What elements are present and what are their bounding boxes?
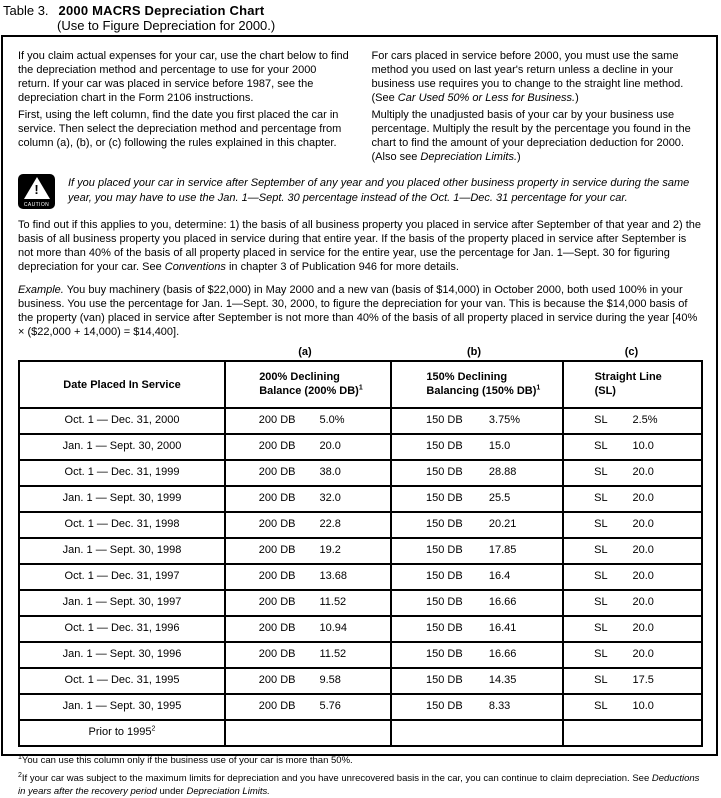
column-letter-c: (c) bbox=[624, 346, 639, 358]
column-a-cell bbox=[224, 591, 390, 615]
paragraph: First, using the left column, find the date you first placed the car in service. Then select the depreciation method and percentage from column (a), (b), or (c) following the rules explained in this chapter. bbox=[18, 109, 342, 149]
percentage-value: 16.66 bbox=[488, 596, 517, 608]
footnote-marker: 1 bbox=[18, 753, 22, 761]
percentage-value: 20.0 bbox=[632, 570, 654, 582]
italic-reference: Conventions bbox=[164, 261, 226, 273]
column-b-cell bbox=[390, 409, 562, 433]
table-row bbox=[20, 693, 701, 719]
column-c-cell bbox=[562, 539, 701, 563]
column-a-cell bbox=[224, 487, 390, 511]
table-row bbox=[20, 615, 701, 641]
header-line: 150% Declining bbox=[426, 371, 508, 383]
column-c-cell bbox=[562, 669, 701, 693]
method-label: SL bbox=[594, 518, 608, 530]
italic-reference: Depreciation Limits. bbox=[186, 786, 270, 797]
percentage-value: 17.5 bbox=[632, 674, 654, 686]
percentage-value: 20.0 bbox=[632, 492, 654, 504]
percentage-value: 32.0 bbox=[319, 492, 341, 504]
macrs-table bbox=[18, 360, 703, 747]
header-200-declining-balance bbox=[224, 362, 390, 407]
header-line: (SL) bbox=[594, 385, 616, 397]
date-cell: Jan. 1 — Sept. 30, 1997 bbox=[62, 596, 182, 608]
method-label: 200 DB bbox=[258, 440, 296, 452]
method-label: SL bbox=[594, 492, 608, 504]
table-row bbox=[20, 407, 701, 433]
column-c-cell bbox=[562, 565, 701, 589]
percentage-value: 11.52 bbox=[319, 596, 347, 608]
table-header-row bbox=[20, 362, 701, 407]
method-label: SL bbox=[594, 544, 608, 556]
method-label: 150 DB bbox=[426, 596, 463, 608]
caution-text: If you placed your car in service after September of any year and you placed other business property in service during the same year, you may have to use the Jan. 1—Sept. 30 percentage instead of the Oct. 1—Dec. 31 percentage for your car. bbox=[68, 177, 690, 204]
exclamation-glyph: ! bbox=[34, 182, 39, 197]
table-row bbox=[20, 563, 701, 589]
column-a-cell bbox=[224, 513, 390, 537]
method-label: 150 DB bbox=[426, 518, 463, 530]
column-a-cell bbox=[224, 695, 390, 719]
footnote-1 bbox=[18, 754, 703, 767]
date-cell: Jan. 1 — Sept. 30, 2000 bbox=[62, 440, 182, 452]
paragraph-text: ) bbox=[575, 92, 579, 104]
method-label: 150 DB bbox=[426, 414, 463, 426]
method-label: SL bbox=[594, 466, 608, 478]
date-cell: Jan. 1 — Sept. 30, 1995 bbox=[62, 700, 182, 712]
percentage-value: 17.85 bbox=[488, 544, 517, 556]
method-label: SL bbox=[594, 674, 608, 686]
column-letter-row bbox=[18, 346, 703, 358]
percentage-value: 20.0 bbox=[632, 466, 654, 478]
page-title: 2000 MACRS Depreciation Chart bbox=[58, 3, 265, 18]
column-a-cell bbox=[224, 617, 390, 641]
caution-note bbox=[18, 174, 703, 209]
column-c-cell bbox=[562, 461, 701, 485]
table-row bbox=[20, 433, 701, 459]
method-label: SL bbox=[594, 596, 608, 608]
column-c-cell bbox=[562, 409, 701, 433]
example-label: Example. bbox=[18, 284, 64, 296]
header-line: 200% Declining bbox=[259, 371, 340, 383]
method-label: 200 DB bbox=[258, 596, 296, 608]
percentage-value: 3.75% bbox=[488, 414, 521, 426]
footnote-text: under bbox=[156, 786, 187, 797]
date-cell: Jan. 1 — Sept. 30, 1999 bbox=[62, 492, 182, 504]
date-cell: Oct. 1 — Dec. 31, 1999 bbox=[64, 466, 180, 478]
table-row bbox=[20, 485, 701, 511]
percentage-value: 20.0 bbox=[632, 622, 654, 634]
column-c-cell bbox=[562, 721, 701, 745]
percentage-value: 20.0 bbox=[632, 544, 654, 556]
table-row bbox=[20, 589, 701, 615]
method-label: SL bbox=[594, 570, 608, 582]
column-a-cell bbox=[224, 669, 390, 693]
percentage-value: 38.0 bbox=[319, 466, 341, 478]
method-label: 200 DB bbox=[258, 466, 296, 478]
percentage-value: 13.68 bbox=[319, 570, 347, 582]
column-c-cell bbox=[562, 695, 701, 719]
header-straight-line bbox=[562, 362, 701, 407]
method-label: 150 DB bbox=[426, 648, 463, 660]
italic-reference: Deductions in years after the recovery period bbox=[18, 773, 700, 797]
method-label: SL bbox=[594, 440, 608, 452]
method-label: 150 DB bbox=[426, 492, 463, 504]
date-cell: Oct. 1 — Dec. 31, 1997 bbox=[64, 570, 180, 582]
percentage-value: 16.4 bbox=[488, 570, 511, 582]
table-subtitle: (Use to Figure Depreciation for 2000.) bbox=[57, 18, 276, 33]
italic-reference: Depreciation Limits. bbox=[420, 151, 518, 163]
column-c-cell bbox=[562, 591, 701, 615]
method-label: SL bbox=[594, 648, 608, 660]
column-a-cell bbox=[224, 721, 390, 745]
method-label: 150 DB bbox=[426, 700, 463, 712]
method-label: 150 DB bbox=[426, 622, 463, 634]
percentage-value: 20.21 bbox=[488, 518, 517, 530]
paragraph: If you claim actual expenses for your car, use the chart below to find the depreciation method and percentage to use for your 2000 return. If your car was placed in service before 1987, see the depreciation chart in the Form 2106 instructions. bbox=[18, 50, 349, 104]
table-row bbox=[20, 667, 701, 693]
percentage-value: 20.0 bbox=[632, 518, 654, 530]
column-b-cell bbox=[390, 513, 562, 537]
intro-right-col bbox=[372, 49, 704, 167]
footnote-2 bbox=[18, 772, 703, 798]
percentage-value: 16.41 bbox=[488, 622, 517, 634]
method-label: 150 DB bbox=[426, 440, 463, 452]
date-cell: Oct. 1 — Dec. 31, 1995 bbox=[64, 674, 180, 686]
method-label: 200 DB bbox=[258, 570, 296, 582]
method-label: 200 DB bbox=[258, 414, 296, 426]
column-letter-b: (b) bbox=[466, 346, 482, 358]
percentage-value: 20.0 bbox=[319, 440, 341, 452]
header-line: Balancing (150% DB)$^1$ bbox=[426, 384, 541, 397]
paragraph-text: For cars placed in service before 2000, you must use the same method you used on last year's return unless a decline in your business use requires you to change to the straight line method. (See bbox=[371, 50, 684, 104]
percentage-value: 28.88 bbox=[488, 466, 517, 478]
column-b-cell bbox=[390, 461, 562, 485]
footnote-marker: 2 bbox=[151, 725, 156, 733]
table-row bbox=[20, 719, 701, 745]
footnote-marker: 1 bbox=[536, 384, 541, 392]
column-a-cell bbox=[224, 539, 390, 563]
percentage-value: 2.5% bbox=[632, 414, 658, 426]
percentage-value: 9.58 bbox=[319, 674, 341, 686]
caution-icon-label: CAUTION bbox=[23, 202, 50, 208]
percentage-value: 8.33 bbox=[488, 700, 511, 712]
table-number: Table 3. bbox=[3, 3, 49, 18]
column-a-cell bbox=[224, 409, 390, 433]
method-label: 150 DB bbox=[426, 674, 463, 686]
date-cell: Prior to 1995$^2$ bbox=[88, 725, 156, 738]
column-c-cell bbox=[562, 487, 701, 511]
column-b-cell bbox=[390, 591, 562, 615]
footnote-marker: 2 bbox=[18, 771, 22, 779]
method-label: 150 DB bbox=[426, 466, 463, 478]
column-c-cell bbox=[562, 617, 701, 641]
date-cell: Oct. 1 — Dec. 31, 2000 bbox=[64, 414, 180, 426]
percentage-value: 20.0 bbox=[632, 596, 654, 608]
header-line: Balance (200% DB)$^1$ bbox=[259, 384, 363, 397]
method-label: SL bbox=[594, 700, 608, 712]
date-cell: Oct. 1 — Dec. 31, 1998 bbox=[64, 518, 180, 530]
footnote-text: If your car was subject to the maximum limits for depreciation and you have unrecovered basis in the car, you can continue to claim depreciation. See bbox=[21, 773, 652, 784]
footnote-text: You can use this column only if the business use of your car is more than 50%. bbox=[21, 755, 353, 766]
column-a-cell bbox=[224, 643, 390, 667]
column-b-cell bbox=[390, 721, 562, 745]
example-paragraph bbox=[18, 283, 703, 339]
percentage-value: 10.0 bbox=[632, 440, 654, 452]
intro-left-col bbox=[18, 49, 350, 167]
column-c-cell bbox=[562, 435, 701, 459]
percentage-value: 15.0 bbox=[488, 440, 511, 452]
column-a-cell bbox=[224, 435, 390, 459]
chart-box bbox=[1, 35, 718, 797]
percentage-value: 10.94 bbox=[319, 622, 347, 634]
column-b-cell bbox=[390, 565, 562, 589]
column-b-cell bbox=[390, 695, 562, 719]
intro-columns bbox=[18, 49, 703, 167]
percentage-value: 10.0 bbox=[632, 700, 654, 712]
method-label: 200 DB bbox=[258, 674, 296, 686]
method-label: 200 DB bbox=[258, 700, 296, 712]
footnote-marker: 1 bbox=[358, 384, 363, 392]
column-b-cell bbox=[390, 435, 562, 459]
column-b-cell bbox=[390, 617, 562, 641]
column-letter-a: (a) bbox=[298, 346, 312, 358]
table-title bbox=[3, 3, 275, 33]
percentage-value: 14.35 bbox=[488, 674, 517, 686]
table-row bbox=[20, 511, 701, 537]
paragraph-text: in chapter 3 of Publication 946 for more details. bbox=[225, 261, 459, 273]
method-label: 200 DB bbox=[258, 648, 296, 660]
caution-icon bbox=[18, 174, 55, 209]
header-date-placed-in-service: Date Placed In Service bbox=[63, 378, 181, 391]
percentage-value: 22.8 bbox=[319, 518, 341, 530]
paragraph-text: Multiply the unadjusted basis of your car by your business use percentage. Multiply the result by the percentage you found in the chart to find the amount of your depreciation deduction for 2000. (Also see bbox=[371, 109, 691, 163]
body-paragraph bbox=[18, 218, 703, 274]
percentage-value: 20.0 bbox=[632, 648, 654, 660]
method-label: 200 DB bbox=[258, 622, 296, 634]
column-b-cell bbox=[390, 669, 562, 693]
paragraph-text: You buy machinery (basis of $22,000) in May 2000 and a new van (basis of $14,000) in October 2000, both used 100% in your business. You use the percentage for Jan. 1—Sept. 30, 2000, to figure the depreciation for your van. This is because the $14,000 basis of the property (van) placed in service after September is not more than 40% of the basis of all property placed in service during the year [40% × ($22,000 + 14,000) = $14,400]. bbox=[18, 284, 698, 338]
column-c-cell bbox=[562, 513, 701, 537]
table-body bbox=[20, 407, 701, 745]
column-b-cell bbox=[390, 539, 562, 563]
column-letter-spacer bbox=[18, 346, 222, 358]
percentage-value: 11.52 bbox=[319, 648, 347, 660]
paragraph-text: ) bbox=[517, 151, 521, 163]
column-a-cell bbox=[224, 461, 390, 485]
method-label: 150 DB bbox=[426, 544, 463, 556]
paragraph bbox=[372, 108, 704, 164]
method-label: SL bbox=[594, 414, 608, 426]
footnotes bbox=[18, 754, 703, 798]
column-b-cell bbox=[390, 643, 562, 667]
method-label: SL bbox=[594, 622, 608, 634]
date-cell: Oct. 1 — Dec. 31, 1996 bbox=[64, 622, 180, 634]
percentage-value: 19.2 bbox=[319, 544, 341, 556]
column-c-cell bbox=[562, 643, 701, 667]
method-label: 200 DB bbox=[258, 492, 296, 504]
method-label: 200 DB bbox=[258, 518, 296, 530]
percentage-value: 16.66 bbox=[488, 648, 517, 660]
table-row bbox=[20, 641, 701, 667]
percentage-value: 5.0% bbox=[319, 414, 345, 426]
column-a-cell bbox=[224, 565, 390, 589]
paragraph-text: To find out if this applies to you, determine: 1) the basis of all business property you placed in service after September of that year and 2) the basis of all business property you placed in service during that entire year. If the basis of the property placed in service after September is not more than 40% of the basis of all property placed in service for the entire year, use the percentage for Jan. 1—Sept. 30 for figuring depreciation for your car. See bbox=[18, 219, 701, 273]
percentage-value: 25.5 bbox=[488, 492, 511, 504]
method-label: 200 DB bbox=[258, 544, 296, 556]
table-row bbox=[20, 537, 701, 563]
column-b-cell bbox=[390, 487, 562, 511]
table-row bbox=[20, 459, 701, 485]
date-cell: Jan. 1 — Sept. 30, 1998 bbox=[62, 544, 182, 556]
header-line: Straight Line bbox=[594, 371, 662, 383]
percentage-value: 5.76 bbox=[319, 700, 341, 712]
method-label: 150 DB bbox=[426, 570, 463, 582]
italic-reference: Car Used 50% or Less for Business. bbox=[397, 92, 576, 104]
date-cell: Jan. 1 — Sept. 30, 1996 bbox=[62, 648, 182, 660]
header-150-declining-balance bbox=[390, 362, 562, 407]
paragraph bbox=[372, 49, 704, 105]
